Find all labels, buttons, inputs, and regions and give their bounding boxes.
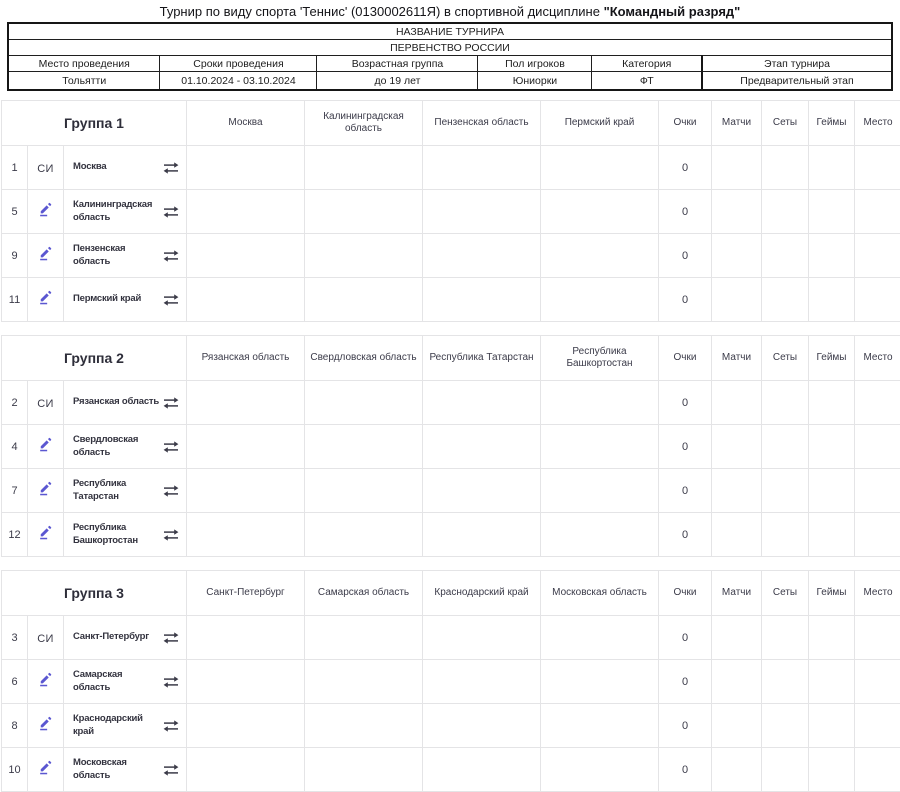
points-cell: 0	[659, 660, 712, 704]
place-cell	[855, 425, 900, 469]
swap-teams-icon[interactable]	[163, 206, 179, 218]
edit-pencil-icon[interactable]	[39, 201, 53, 217]
sets-cell	[762, 660, 809, 704]
stat-column-header: Матчи	[712, 101, 762, 146]
points-cell: 0	[659, 425, 712, 469]
team-name: Республика Башкортостан	[73, 522, 159, 548]
match-result-cell	[541, 234, 659, 278]
group-header-row	[2, 101, 900, 146]
sets-cell	[762, 234, 809, 278]
swap-teams-icon[interactable]	[163, 441, 179, 453]
opponent-column-header: Калининградская область	[305, 101, 423, 146]
team-cell	[64, 660, 187, 704]
seed-number: 10	[2, 748, 28, 792]
info-label-place: Место проведения	[8, 56, 160, 72]
team-cell	[64, 513, 187, 557]
points-cell: 0	[659, 234, 712, 278]
matches-cell	[712, 704, 762, 748]
place-cell	[855, 234, 900, 278]
seed-number: 11	[2, 278, 28, 322]
team-name: Пензенская область	[73, 243, 159, 269]
seed-number: 5	[2, 190, 28, 234]
opponent-column-header: Пермский край	[541, 101, 659, 146]
stat-column-header: Очки	[659, 101, 712, 146]
info-label-age-group: Возрастная группа	[317, 56, 478, 72]
opponent-column-header: Самарская область	[305, 571, 423, 616]
place-cell	[855, 469, 900, 513]
sets-cell	[762, 278, 809, 322]
stat-column-header: Очки	[659, 571, 712, 616]
opponent-column-header: Рязанская область	[187, 336, 305, 381]
team-row	[2, 190, 900, 234]
sets-cell	[762, 616, 809, 660]
page-title-text: Турнир по виду спорта 'Теннис' (0130002611Я) в спортивной дисциплине	[160, 4, 604, 19]
match-result-cell	[423, 660, 541, 704]
match-result-cell	[541, 190, 659, 234]
si-label: СИ	[37, 163, 53, 175]
team-name: Москва	[73, 161, 106, 174]
sets-cell	[762, 146, 809, 190]
stat-column-header: Геймы	[809, 571, 855, 616]
edit-pencil-icon[interactable]	[39, 245, 53, 261]
edit-pencil-icon[interactable]	[39, 289, 53, 305]
place-cell	[855, 190, 900, 234]
swap-teams-icon[interactable]	[163, 676, 179, 688]
match-result-cell	[305, 425, 423, 469]
match-result-cell	[187, 425, 305, 469]
match-result-cell	[541, 660, 659, 704]
place-cell	[855, 513, 900, 557]
opponent-column-header: Краснодарский край	[423, 571, 541, 616]
match-result-cell	[423, 513, 541, 557]
sets-cell	[762, 513, 809, 557]
match-result-cell	[541, 425, 659, 469]
match-result-cell	[541, 278, 659, 322]
seed-number: 3	[2, 616, 28, 660]
stat-column-header: Геймы	[809, 336, 855, 381]
team-cell	[64, 146, 187, 190]
seed-number: 2	[2, 381, 28, 425]
marker-cell	[28, 425, 64, 469]
points-cell: 0	[659, 381, 712, 425]
page-title-discipline: "Командный разряд"	[604, 4, 741, 19]
group-header-row	[2, 336, 900, 381]
stat-column-header: Очки	[659, 336, 712, 381]
swap-teams-icon[interactable]	[163, 485, 179, 497]
place-cell	[855, 146, 900, 190]
points-cell: 0	[659, 146, 712, 190]
team-row	[2, 278, 900, 322]
info-value-dates: 01.10.2024 - 03.10.2024	[160, 72, 317, 91]
match-result-cell	[187, 190, 305, 234]
team-name: Рязанская область	[73, 396, 159, 409]
match-result-cell	[423, 469, 541, 513]
points-cell: 0	[659, 513, 712, 557]
team-row	[2, 146, 900, 190]
team-name: Республика Татарстан	[73, 478, 159, 504]
stat-column-header: Место	[855, 336, 900, 381]
opponent-column-header: Свердловская область	[305, 336, 423, 381]
group-title: Группа 1	[2, 101, 187, 146]
team-row	[2, 425, 900, 469]
seed-number: 1	[2, 146, 28, 190]
games-cell	[809, 616, 855, 660]
points-cell: 0	[659, 616, 712, 660]
seed-number: 9	[2, 234, 28, 278]
stat-column-header: Матчи	[712, 571, 762, 616]
team-inner	[64, 293, 186, 306]
group-table	[1, 335, 900, 557]
games-cell	[809, 381, 855, 425]
edit-pencil-icon[interactable]	[39, 759, 53, 775]
points-cell: 0	[659, 748, 712, 792]
team-inner	[64, 396, 186, 409]
si-label: СИ	[37, 398, 53, 410]
match-result-cell	[187, 616, 305, 660]
seed-number: 8	[2, 704, 28, 748]
info-label-dates: Сроки проведения	[160, 56, 317, 72]
sets-cell	[762, 704, 809, 748]
place-cell	[855, 660, 900, 704]
seed-number: 7	[2, 469, 28, 513]
match-result-cell	[541, 146, 659, 190]
place-cell	[855, 381, 900, 425]
info-value-place: Тольятти	[8, 72, 160, 91]
match-result-cell	[423, 278, 541, 322]
swap-teams-icon[interactable]	[163, 250, 179, 262]
games-cell	[809, 146, 855, 190]
edit-pencil-icon[interactable]	[39, 715, 53, 731]
match-result-cell	[423, 146, 541, 190]
team-row	[2, 234, 900, 278]
match-result-cell	[305, 190, 423, 234]
matches-cell	[712, 616, 762, 660]
matches-cell	[712, 469, 762, 513]
sets-cell	[762, 190, 809, 234]
info-label-category: Категория	[592, 56, 702, 72]
team-inner	[64, 713, 186, 739]
matches-cell	[712, 278, 762, 322]
match-result-cell	[187, 278, 305, 322]
seed-number: 4	[2, 425, 28, 469]
match-result-cell	[541, 704, 659, 748]
tournament-info-table	[7, 22, 893, 91]
match-result-cell	[423, 381, 541, 425]
info-value-stage: Предварительный этап	[702, 72, 892, 91]
sets-cell	[762, 469, 809, 513]
si-label: СИ	[37, 633, 53, 645]
edit-pencil-icon[interactable]	[39, 671, 53, 687]
stat-column-header: Место	[855, 571, 900, 616]
team-name: Краснодарский край	[73, 713, 159, 739]
stat-column-header: Место	[855, 101, 900, 146]
team-name: Калининградская область	[73, 199, 159, 225]
match-result-cell	[423, 425, 541, 469]
games-cell	[809, 234, 855, 278]
swap-teams-icon[interactable]	[163, 720, 179, 732]
group-header-row	[2, 571, 900, 616]
team-cell	[64, 616, 187, 660]
edit-pencil-icon[interactable]	[39, 480, 53, 496]
tournament-name-label: НАЗВАНИЕ ТУРНИРА	[8, 23, 892, 40]
team-inner	[64, 243, 186, 269]
matches-cell	[712, 381, 762, 425]
team-row	[2, 381, 900, 425]
place-cell	[855, 704, 900, 748]
page-title	[0, 0, 900, 20]
games-cell	[809, 513, 855, 557]
swap-teams-icon[interactable]	[163, 632, 179, 644]
opponent-column-header: Республика Татарстан	[423, 336, 541, 381]
match-result-cell	[423, 616, 541, 660]
points-cell: 0	[659, 278, 712, 322]
matches-cell	[712, 234, 762, 278]
info-label-gender: Пол игроков	[478, 56, 592, 72]
team-name: Санкт-Петербург	[73, 631, 149, 644]
groups-container	[0, 100, 900, 792]
team-row	[2, 469, 900, 513]
games-cell	[809, 469, 855, 513]
match-result-cell	[187, 469, 305, 513]
stat-column-header: Сеты	[762, 336, 809, 381]
marker-cell	[28, 660, 64, 704]
match-result-cell	[541, 513, 659, 557]
swap-teams-icon[interactable]	[163, 294, 179, 306]
match-result-cell	[305, 513, 423, 557]
match-result-cell	[305, 704, 423, 748]
matches-cell	[712, 660, 762, 704]
team-name: Самарская область	[73, 669, 159, 695]
marker-cell	[28, 381, 64, 425]
seed-number: 12	[2, 513, 28, 557]
match-result-cell	[305, 146, 423, 190]
info-value-gender: Юниорки	[478, 72, 592, 91]
games-cell	[809, 704, 855, 748]
team-cell	[64, 190, 187, 234]
match-result-cell	[305, 616, 423, 660]
team-cell	[64, 381, 187, 425]
marker-cell	[28, 513, 64, 557]
opponent-column-header: Пензенская область	[423, 101, 541, 146]
match-result-cell	[305, 234, 423, 278]
group-table	[1, 570, 900, 792]
group-title: Группа 3	[2, 571, 187, 616]
place-cell	[855, 616, 900, 660]
team-cell	[64, 234, 187, 278]
match-result-cell	[305, 381, 423, 425]
stat-column-header: Сеты	[762, 571, 809, 616]
stat-column-header: Матчи	[712, 336, 762, 381]
match-result-cell	[541, 469, 659, 513]
marker-cell	[28, 234, 64, 278]
match-result-cell	[187, 660, 305, 704]
team-cell	[64, 425, 187, 469]
team-name: Пермский край	[73, 293, 141, 306]
edit-pencil-icon[interactable]	[39, 436, 53, 452]
match-result-cell	[187, 704, 305, 748]
team-inner	[64, 631, 186, 644]
match-result-cell	[305, 278, 423, 322]
match-result-cell	[187, 381, 305, 425]
swap-teams-icon[interactable]	[163, 162, 179, 174]
match-result-cell	[423, 190, 541, 234]
games-cell	[809, 425, 855, 469]
points-cell: 0	[659, 190, 712, 234]
games-cell	[809, 278, 855, 322]
match-result-cell	[187, 234, 305, 278]
swap-teams-icon[interactable]	[163, 397, 179, 409]
team-row	[2, 513, 900, 557]
group-table	[1, 100, 900, 322]
match-result-cell	[305, 469, 423, 513]
team-inner	[64, 669, 186, 695]
team-cell	[64, 469, 187, 513]
team-name: Московская область	[73, 757, 159, 783]
team-row	[2, 704, 900, 748]
marker-cell	[28, 278, 64, 322]
match-result-cell	[541, 616, 659, 660]
matches-cell	[712, 190, 762, 234]
info-label-stage: Этап турнира	[702, 56, 892, 72]
matches-cell	[712, 513, 762, 557]
team-inner	[64, 522, 186, 548]
sets-cell	[762, 425, 809, 469]
games-cell	[809, 190, 855, 234]
points-cell: 0	[659, 704, 712, 748]
place-cell	[855, 278, 900, 322]
sets-cell	[762, 381, 809, 425]
team-name: Свердловская область	[73, 434, 159, 460]
group-title: Группа 2	[2, 336, 187, 381]
team-row	[2, 660, 900, 704]
match-result-cell	[541, 381, 659, 425]
tournament-name-value: ПЕРВЕНСТВО РОССИИ	[8, 40, 892, 56]
info-value-category: ФТ	[592, 72, 702, 91]
team-cell	[64, 704, 187, 748]
marker-cell	[28, 469, 64, 513]
match-result-cell	[187, 146, 305, 190]
seed-number: 6	[2, 660, 28, 704]
swap-teams-icon[interactable]	[163, 529, 179, 541]
games-cell	[809, 660, 855, 704]
team-inner	[64, 161, 186, 174]
marker-cell	[28, 190, 64, 234]
opponent-column-header: Московская область	[541, 571, 659, 616]
match-result-cell	[305, 660, 423, 704]
stat-column-header: Сеты	[762, 101, 809, 146]
edit-pencil-icon[interactable]	[39, 524, 53, 540]
team-cell	[64, 278, 187, 322]
match-result-cell	[423, 704, 541, 748]
match-result-cell	[423, 234, 541, 278]
opponent-column-header: Санкт-Петербург	[187, 571, 305, 616]
team-row	[2, 616, 900, 660]
info-value-age-group: до 19 лет	[317, 72, 478, 91]
opponent-column-header: Республика Башкортостан	[541, 336, 659, 381]
marker-cell	[28, 616, 64, 660]
stat-column-header: Геймы	[809, 101, 855, 146]
marker-cell	[28, 704, 64, 748]
team-inner	[64, 434, 186, 460]
points-cell: 0	[659, 469, 712, 513]
match-result-cell	[187, 513, 305, 557]
marker-cell	[28, 146, 64, 190]
team-inner	[64, 199, 186, 225]
matches-cell	[712, 425, 762, 469]
matches-cell	[712, 146, 762, 190]
opponent-column-header: Москва	[187, 101, 305, 146]
team-inner	[64, 478, 186, 504]
